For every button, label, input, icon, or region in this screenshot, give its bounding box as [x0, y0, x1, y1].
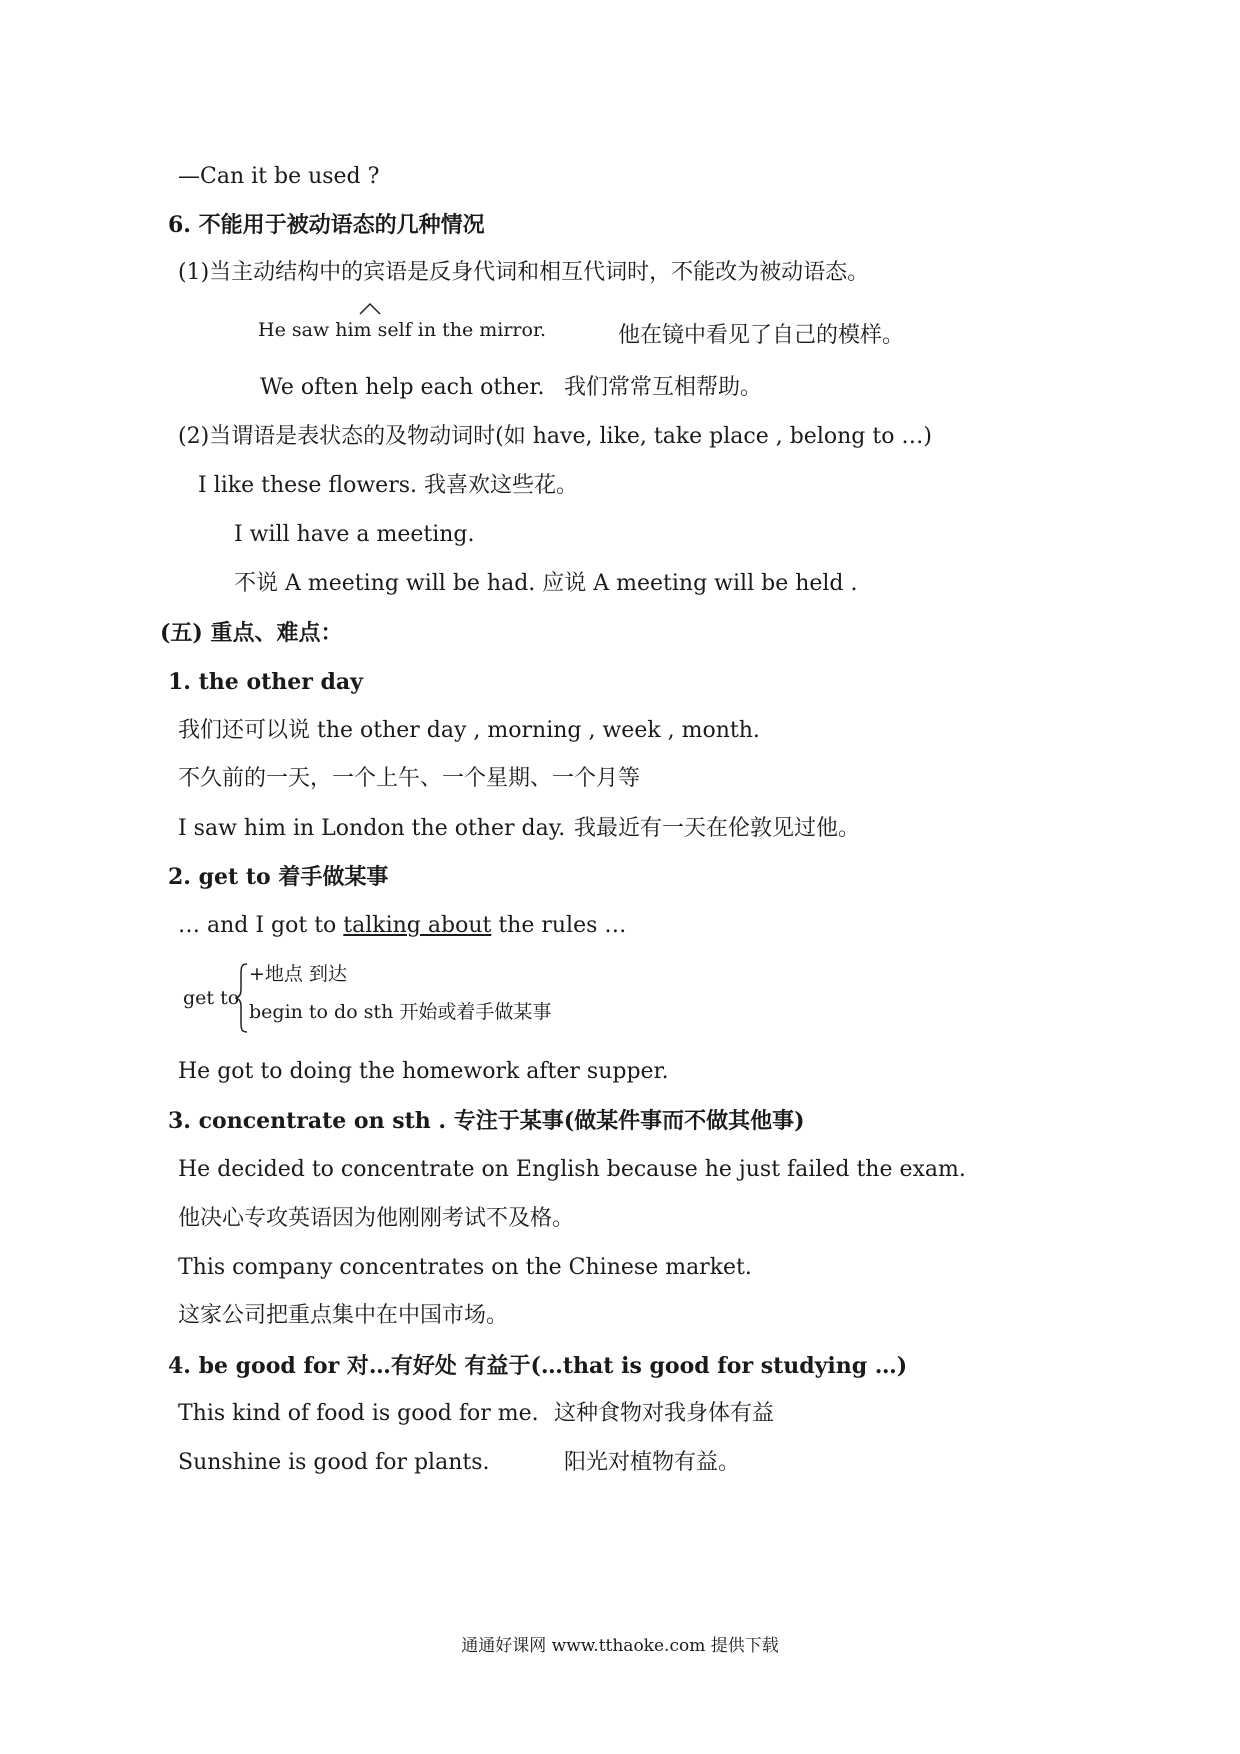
key-1-example-en: I saw him in London the other day.: [178, 816, 566, 841]
key-2-example-b: He got to doing the homework after supper.: [178, 1059, 669, 1084]
section-6-title: 6. 不能用于被动语态的几种情况: [168, 212, 485, 238]
caret-mark: [358, 302, 382, 316]
example-1-cn: 他在镜中看见了自己的模样。: [618, 323, 905, 348]
key-4-title: 4. be good for 对…有好处 有益于(…that is good for studying …): [168, 1353, 908, 1379]
key-4-example-a-cn: 这种食物对我身体有益: [554, 1401, 775, 1426]
key-1-example-cn: 我最近有一天在伦敦见过他。: [574, 816, 861, 841]
example-4: I will have a meeting.: [234, 522, 475, 547]
page-footer: 通通好课网 www.tthaoke.com 提供下载: [461, 1636, 779, 1656]
key-3-line-a: He decided to concentrate on English because he just failed the exam.: [178, 1157, 966, 1182]
key-2-example-pre: … and I got to: [178, 913, 344, 938]
brace-line-2: begin to do sth 开始或着手做某事: [249, 1001, 552, 1023]
brace-label: get to: [183, 987, 240, 1009]
key-4-example-a-en: This kind of food is good for me.: [178, 1401, 539, 1426]
example-5: 不说 A meeting will be had. 应说 A meeting will be held .: [234, 571, 858, 596]
key-2-example-underlined: talking about: [343, 913, 492, 938]
key-2-example-post: the rules …: [491, 913, 627, 938]
key-4-example-b-cn: 阳光对植物有益。: [564, 1450, 741, 1475]
example-1-en: He saw him self in the mirror.: [258, 319, 546, 341]
curly-brace-icon: [235, 962, 249, 1034]
get-to-brace-block: [183, 958, 603, 1038]
rule-1: (1)当主动结构中的宾语是反身代词和相互代词时，不能改为被动语态。: [178, 260, 870, 285]
example-3: I like these flowers. 我喜欢这些花。: [198, 473, 578, 498]
key-1-line-a: 我们还可以说 the other day , morning , week , month.: [178, 718, 760, 743]
key-1-line-b: 不久前的一天，一个上午、一个星期、一个月等: [178, 766, 641, 791]
brace-line-1: +地点 到达: [249, 963, 347, 985]
key-3-line-b: 他决心专攻英语因为他刚刚考试不及格。: [178, 1206, 575, 1231]
key-4-example-b-en: Sunshine is good for plants.: [178, 1450, 490, 1475]
dialog-line: —Can it be used ?: [178, 164, 380, 189]
section-5-title: (五) 重点、难点：: [160, 620, 343, 646]
key-3-line-c: This company concentrates on the Chinese market.: [178, 1255, 752, 1280]
key-2-title: 2. get to 着手做某事: [168, 864, 389, 890]
key-3-line-d: 这家公司把重点集中在中国市场。: [178, 1303, 509, 1328]
example-2-en: We often help each other.: [260, 375, 545, 400]
key-2-example: [178, 912, 626, 940]
example-2-cn: 我们常常互相帮助。: [564, 375, 763, 400]
key-1-title: 1. the other day: [168, 669, 363, 695]
rule-2: (2)当谓语是表状态的及物动词时(如 have, like, take place , belong to …): [178, 424, 933, 449]
key-3-title: 3. concentrate on sth . 专注于某事(做某件事而不做其他事): [168, 1108, 805, 1134]
